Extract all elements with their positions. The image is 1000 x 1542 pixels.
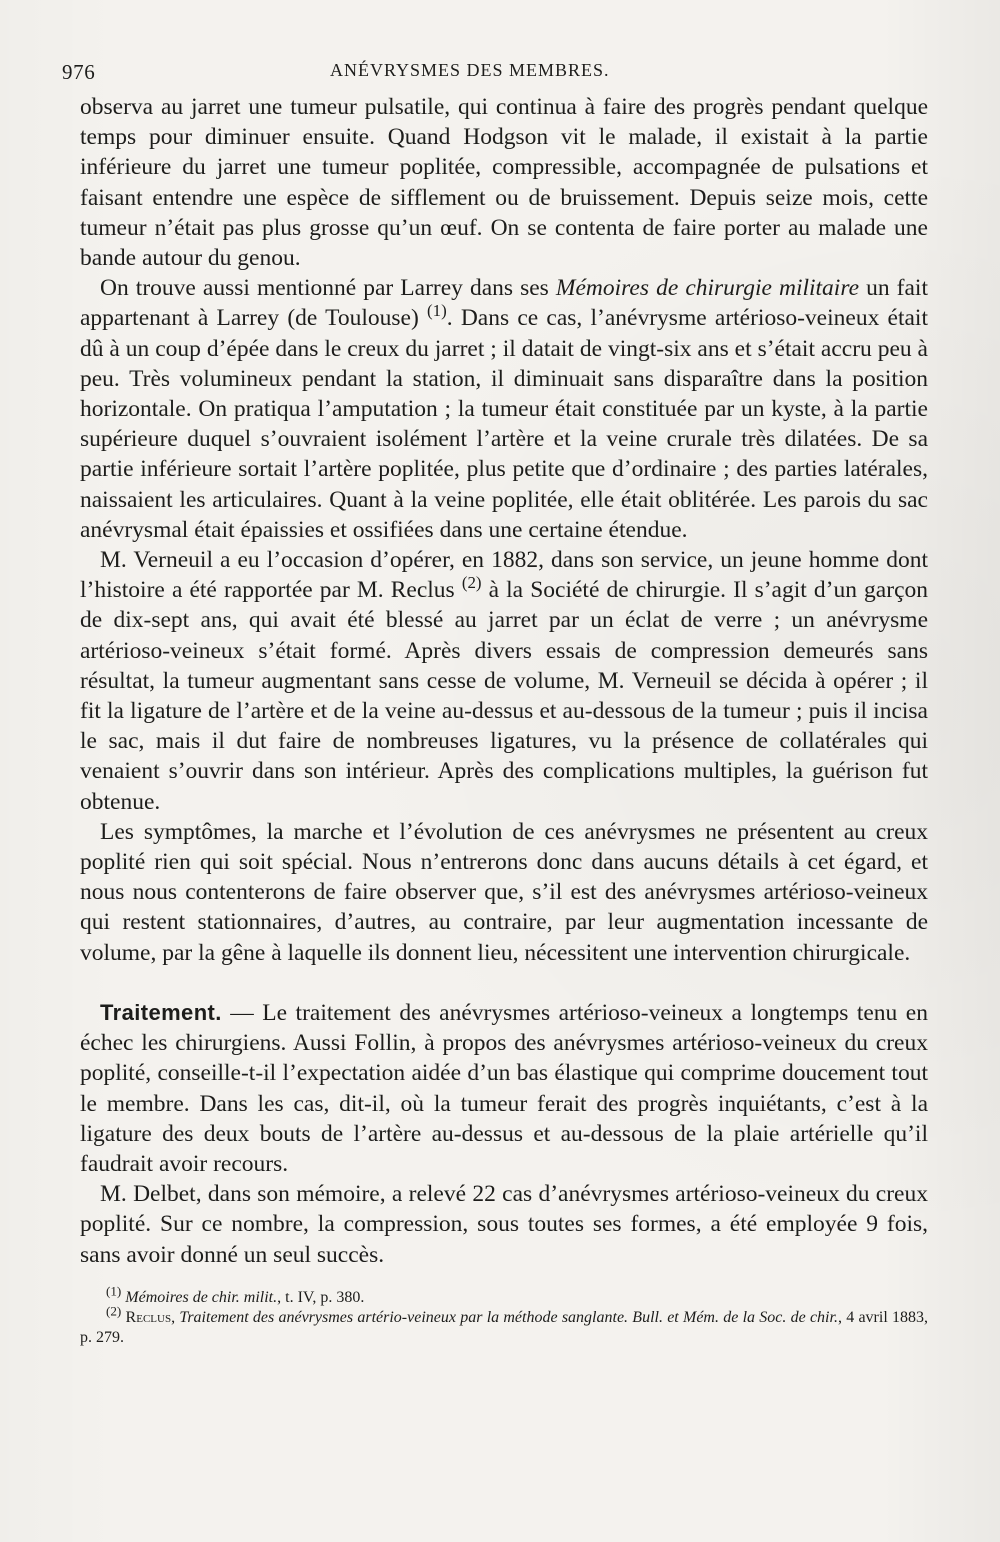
larrey-work-title: Mémoires de chirurgie militaire	[555, 275, 860, 302]
body-text	[80, 92, 928, 1270]
footnote-2-separator: ,	[171, 1308, 180, 1326]
footnote-1-title: Mémoires de chir. milit.	[125, 1288, 278, 1306]
verneuil-tail: à la Société de chirurgie. Il s’agit d’un garçon de dix-sept ans, qui avait été blessé au jarret par un éclat de verre ; un anévrysme artérioso-veineux s’était formé. Après divers essais de compression demeurés sans résultat, la tumeur augmentant sans cesse de volume, M. Verneuil se décida à opérer ; il fit la ligature de l’artère et de la veine au-dessus et au-dessous de la tumeur ; puis il incisa le sac, mais il dut faire de nombreuses ligatures, vu la présence de collatérales qui venaient s’ouvrir dans son intérieur. Après des complications multiples, la guérison fut obtenue.	[80, 577, 928, 815]
section-title: ANÉVRYSMES DES MEMBRES.	[330, 60, 610, 80]
footnote-2-title: Traitement des anévrysmes artério-veineux par la méthode sanglante. Bull. et Mém. de la Soc. de chir.	[179, 1308, 838, 1326]
verneuil-intro: M. Verneuil a eu l’occasion d’opérer, en 1882, dans son service, un jeune homme dont l’histoire a été rapportée par M. Reclus	[80, 547, 928, 604]
paragraph-traitement	[80, 998, 928, 1179]
section-spacer	[80, 968, 928, 998]
larrey-tail: . Dans ce cas, l’anévrysme artérioso-veineux était dû à un coup d’épée dans le creux du jarret ; il datait de vingt-six ans et s’était accru peu à peu. Très volumineux pendant la station, il diminuait sans disparaître dans la position horizontale. On pratiqua l’amputation ; la tumeur était constituée par un kyste, à la partie supérieure duquel s’ouvraient isolément l’artère et la veine crurale très dilatées. De sa partie inférieure sortait l’artère poplitée, plus petite que d’ordinaire ; des parties latérales, naissaient les articulaires. Quant à la veine poplitée, elle était oblitérée. Les parois du sac anévrysmal était épaissies et ossifiées dans une certaine étendue.	[80, 305, 928, 543]
footnote-2-author: Reclus	[125, 1308, 172, 1326]
footnote-ref-2[interactable]: (2)	[461, 573, 482, 593]
footnote-ref-1[interactable]: (1)	[427, 301, 447, 321]
paragraph-larrey-case	[80, 273, 928, 545]
footnote-1-mark: (1)	[106, 1283, 122, 1299]
footnote-1-rest: , t. IV, p. 380.	[277, 1288, 365, 1306]
running-head	[62, 60, 928, 92]
footnotes	[80, 1283, 929, 1348]
footnote-2-mark: (2)	[106, 1303, 122, 1319]
paragraph-verneuil-case	[80, 545, 928, 817]
paragraph-symptomes: Les symptômes, la marche et l’évolution de ces anévrysmes ne présentent au creux poplité rien qui soit spécial. Nous n’entrerons donc dans aucuns détails à cet égard, et nous nous contenterons de faire observer que, s’il est des anévrysmes artérioso-veineux qui restent stationnaires, d’autres, au contraire, par leur augmentation incessante de volume, par la gêne à laquelle ils donnent lieu, nécessitent une intervention chirurgicale.	[80, 818, 928, 966]
footnote-2	[80, 1303, 929, 1348]
footnote-2-rest: , 4 avril 1883, p. 279.	[80, 1308, 929, 1346]
paragraph-hodgson-case: observa au jarret une tumeur pulsatile, qui continua à faire des progrès pendant quelque temps pour diminuer ensuite. Quand Hodgson vit le malade, il existait à la partie inférieure du jarret une tumeur poplitée, compressible, accompagnée de pulsations et faisant entendre une espèce de sifflement ou de bruissement. Depuis seize mois, cette tumeur n’était pas plus grosse qu’un œuf. On se contenta de faire porter au malade une bande autour du genou.	[80, 94, 928, 272]
larrey-intro: On trouve aussi mentionné par Larrey dans ses	[100, 275, 556, 302]
footnote-1	[80, 1283, 928, 1308]
paragraph-delbet: M. Delbet, dans son mémoire, a relevé 22 cas d’anévrysmes artérioso-veineux du creux poplité. Sur ce nombre, la compression, sous toutes ses formes, a été employée 9 fois, sans avoir donné un seul succès.	[80, 1181, 928, 1268]
traitement-heading: Traitement.	[100, 999, 222, 1025]
larrey-mid: un fait appartenant à Larrey (de Toulouse)	[80, 275, 928, 332]
page-number: 976	[62, 60, 96, 84]
traitement-text: — Le traitement des anévrysmes artérioso-veineux a longtemps tenu en échec les chirurgiens. Aussi Follin, à propos des anévrysmes artérioso-veineux du creux poplité, conseille-t-il l’expectation aidée d’un bas élastique qui comprime doucement tout le membre. Dans les cas, dit-il, où la tumeur ferait des progrès inquiétants, c’est à la ligature des deux bouts de l’artère au-dessus et au-dessous de la plaie artérielle qu’il faudrait avoir recours.	[80, 999, 928, 1177]
